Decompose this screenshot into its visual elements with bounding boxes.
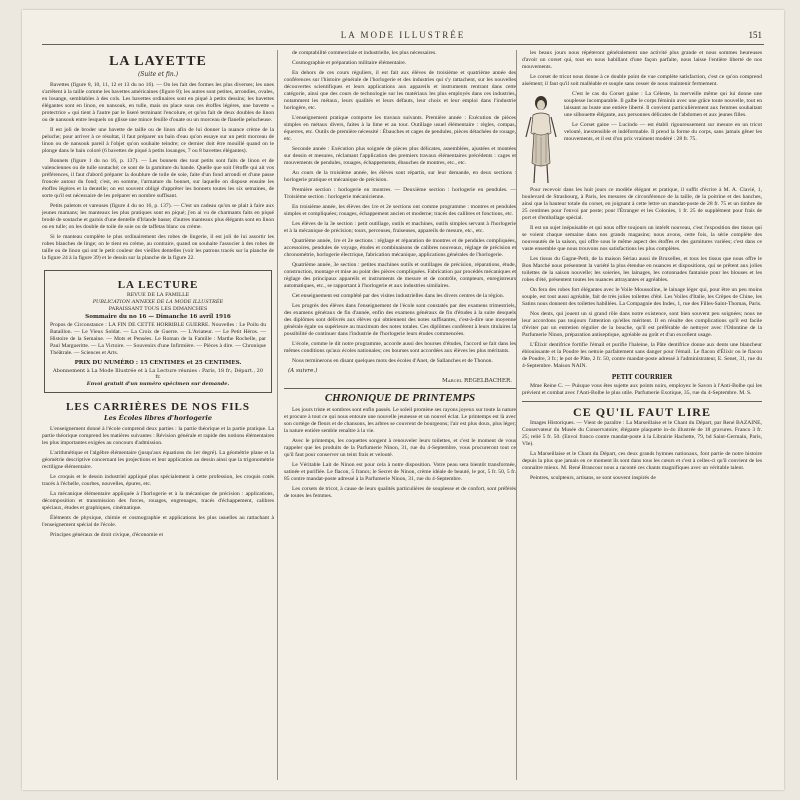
dents-para: L'Élixir dentifrice fortifie l'émail et purifie l'haleine, la Pâte dentifrice donne aux dents une blancheur éblouissante et la Poudre les nettoie parfaitement sans danger pour l'émail. Le flacon d'Élixir ou le flacon de Poudre, 3 fr.; le pot de Pâte, 2 fr. 50, contre mandat-poste adressé à l'administrateur, E. Senet, 31, rue du 4-Septembre. Maison NAIN. bbox=[522, 342, 762, 369]
column-3 bbox=[522, 50, 762, 780]
col2-para: En troisième année, les élèves des 1re et 2e sections ont comme programme : montres et pendules simples et compliquées; rouages, échappement ancien et moderne; tracés des calibres et fonctions, etc. bbox=[284, 204, 516, 217]
corset-para: Pour recevoir dans les huit jours ce modèle élégant et pratique, il suffit d'écrire à M. A. Clavié, 1, boulevard de Strasbourg, à Paris, les mesures de circonférence de la taille, de la poitrine et des hanches, ainsi que la hauteur totale du corset, en joignant à cette lettre un mandat-poste de 28 fr. 75 et un timbre de 25 centimes pour l'envoi par poste; pour l'Étranger et les Colonies, 1 fr. 25 de supplément pour frais de port et d'emballage spécial. bbox=[522, 187, 762, 221]
header-rule bbox=[42, 44, 764, 45]
col2-para: Nous terminerons en disant quelques mots des écoles d'Anet, de Sallanches et de Thonon. bbox=[292, 358, 493, 364]
lecture-body: Propos de Circonstance : LA FIN DE CETTE HORRIBLE GUERRE. Nouvelles : Le Poilu du Bataillon. — Le Vieux Soldat. — La Croix de Guerre. — L'Aviateur. — Le Petit Héros. — Histoire de la Semaine. — Mots et Pensées. Le Roman de la Famille : Marthe Rochelle, par Paul Margueritte. — La Victoire. — Souvenirs d'une Infirmière. — Pièces à dire. — Chronique Théâtrale. — Sciences et Arts. bbox=[50, 322, 266, 356]
cqfl-title: CE QU'IL FAUT LIRE bbox=[522, 401, 762, 420]
tissus-para: Il est un sujet inépuisable et qui nous offre toujours un intérêt nouveau, c'est l'exposition des tissus qui se voient chaque semaine dans nos grands magasins; nous avons, cette fois, la série complète des nouveautés de la saison, qui offre sous le même aspect des étoffes et des garnitures variées; c'est dans ce vaste ensemble que nous trouvons nos satisfactions les plus complètes. bbox=[522, 225, 762, 252]
col3-para: Le corset de tricot nous donne à ce double point de vue complète satisfaction, c'est ce qu'on comprend aisément; il faut qu'il soit malléable et souple sans cesser de nous maintenir fermement. bbox=[522, 74, 762, 87]
corset-illustration bbox=[522, 93, 560, 185]
page-number: 151 bbox=[748, 30, 762, 40]
a-suivre: (A suivre.) bbox=[288, 368, 318, 374]
newspaper-page bbox=[22, 10, 784, 790]
carrieres-title: LES CARRIÈRES DE NOS FILS bbox=[66, 401, 250, 413]
carrieres-subtitle: Les Écoles libres d'horlogerie bbox=[104, 414, 212, 422]
running-head: LA MODE ILLUSTRÉE bbox=[340, 30, 466, 40]
dents-para: Nos dents, qui jouent un si grand rôle dans notre existence, sont bien souvent peu soignées; nous ne leur accordons pas toujours l'attention qu'elles méritent. Il en résulte des complications qu'il est facile d'éviter par un entretien régulier de la bouche, qu'il est préférable de nettoyer avec l'Odontine de la Parfumerie Ninon, préparation antiseptique, agréable au goût et d'un excellent usage. bbox=[522, 311, 762, 338]
col2-para: L'enseignement pratique comporte les travaux suivants. Première année : Exécution de pièces simples en métaux divers, faites à la lime et au tour. Outillage usuel élémentaire : règles, compas, équerres, etc. Outils de première nécessité : Ébauches et cages de pendules, pièces détachées de rouage, etc. bbox=[284, 115, 516, 142]
col3-para: les beaux jours nous répéteront généralement une activité plus grande et nous sommes heureuses d'avoir un corset qui, tout en nous habillant d'une façon parfaite, nous laisse l'entière liberté de nos mouvements. bbox=[522, 50, 762, 70]
corset-para: C'est le cas du Corset gaine : La Céleste, la merveille même qui lui donne une souplesse incomparable. Il galbe le corps féminin avec une grâce toute nouvelle, tout en laissant au buste une entière liberté. Il convient particulièrement aux femmes souhaitant une silhouette élégante, aux personnes délicates de l'abdomen et aux jeunes filles. bbox=[564, 91, 762, 118]
col2-para: En dehors de ces cours réguliers, il est fait aux élèves de troisième et quatrième année des conférences sur l'histoire générale de l'horlogerie et des industries qui s'y rattachent, sur les nouvelles découvertes scientifiques et leurs applications aux appareils et instruments rentrant dans cette catégorie, ainsi que des cours de technologie sur les matériaux les plus employés dans ces industries, notamment les métaux, leurs qualités et leurs défauts, leur choix et leur emploi dans l'industrie horlogère, etc. bbox=[284, 70, 516, 111]
col2-para: Cosmographie et préparation militaire élémentaire. bbox=[292, 60, 407, 66]
lecture-price: PRIX DU NUMÉRO : 15 CENTIMES et 25 CENTIMES. bbox=[74, 360, 242, 366]
layette-title: LA LAYETTE bbox=[109, 54, 207, 69]
cqfl-para: Peintres, sculpteurs, artisans, se sont souvent inspirés de bbox=[530, 475, 656, 481]
chronique-para: Les jours triste et sombres sont enfin passés. Le soleil promène ses rayons joyeux sur toute la nature et procure à tout ce qui nous entoure une nouvelle jeunesse et un nouvel éclat. Le printemps est là avec son cortège de fleurs et de chansons, les arbres se couvrent de bourgeons; l'air est plus doux, plus léger; la nature entière semble renaître à la vie. bbox=[284, 407, 516, 434]
tissus-para: On fera des robes fort élégantes avec le Voile Moussoline, le lainage léger qui, pour être un peu moins souple, est tout aussi agréable, fait de très jolies toilettes d'été. Les Voiles d'Italie, les Crêpes de Chine, les Satins nous donnent des toilettes habillées. La Compagnie des Indes, 1, rue des Filles-Saint-Thomas, Paris. bbox=[522, 287, 762, 307]
author-signature: Marcel REGELBACHER. bbox=[442, 378, 512, 384]
col2-para: Quatrième année, 3e section : petites machines outils et outillages de précision, réparations, étude, construction, montage et mise au point des pièces compliquées. Fabrication par procédés mécaniques et réglage des principaux appareils et instruments de mesure et de contrôle, compteurs, enregistreurs automatiques, etc., se rapportant à l'horlogerie et aux industries similaires. bbox=[284, 262, 516, 289]
col2-para: Les progrès des élèves dans l'enseignement de l'école sont constatés par des examens trimestriels, des examens généraux de fin d'année, enfin des examens généraux de fin d'études à la suite desquels des diplômes sont délivrés aux élèves qui obtiennent des notes suffisantes, c'est-à-dire une moyenne générale égale ou supérieure au maximum des notes totales. Ces diplômes confèrent à leurs titulaires la possibilité de continuer dans l'industrie de l'horlogerie leurs études commencées. bbox=[284, 303, 516, 337]
column-1 bbox=[42, 50, 274, 780]
col2-para: Cet enseignement est complété par des visites industrielles dans les divers centres de la région. bbox=[292, 293, 505, 299]
corset-para: Le Corset gaine — Lucindo — est établi rigoureusement sur mesure en un tricot velouté, inextensible et indéformable. Il prend la forme du corps, sans jamais gêner les mouvements, et il est d'un prix vraiment modéré : 28 fr. 75. bbox=[564, 122, 762, 142]
layette-para: Il est joli de broder une bavette de taille ou de linon afin de lui donner la nuance crème de la peluche; pour arriver à ce résultat, il faut préparer un bain d'eau qu'on essaye sur un petit morceau de linon ou de nansouk pareil à l'objet qu'on souhaite teindre; ce dernier doit être mouillé quand on le plonge dans le bain coloré (6 bavettes de piqué à petits losanges, 7 ou 8 bavettes élégantes). bbox=[42, 127, 274, 154]
lecture-summary-label: Sommaire du no 16 — Dimanche 16 avril 1916 bbox=[85, 314, 231, 320]
col2-para: Seconde année : Exécution plus soignée de pièces plus délicates, assemblées, ajustées et montées sur dessin et mesures, réclamant l'application des premiers travaux élémentaires précédents : cages et mouvements de pendules, rouages, échappements, ébauches de montres, etc., etc. bbox=[284, 146, 516, 166]
layette-para: Si le manteau complète le plus ordinairement des robes de lingerie, il est joli de lui assortir les robes blanches de linge; on le tient en crème, au contraire, quand on souhaite l'associer à des robes de taille ou de linon qui ont le petit couleur des vieilles dentelles (voir les patrons tracés sur la planche de la figure 24 à la figure 39) et le dessin sur la planche de la figure 22. bbox=[42, 234, 274, 261]
layette-para: Bonnets (figure 1 du no 16, p. 137). — Les bonnets des tout petits sont faits de linon et de valenciennes ou de tulle soutaché; ce sont de la garniture du bande. Quelle que soit l'étoffe qui ait vos préférences, il faut d'abord préparer la doublure de toile de soie, faite d'un fond arrondi et d'une passe froncée autour du fond; c'est, en somme, l'armature du bonnet, sur laquelle on dispose ensuite les étoffes légères et la dentelle; on est souvent obligé d'apprêter les bonnets toutes les six semaines, de sorte qu'il est nécessaire de les préparer en nombre suffisant. bbox=[42, 158, 274, 199]
carrieres-para: L'enseignement donné à l'école comprend deux parties : la partie théorique et la partie pratique. La partie théorique comprend les matières suivantes : Révision générale et rapide des notions élémentaires les plus importantes exigées au concours d'admission. bbox=[42, 426, 274, 446]
petit-courrier-title: PETIT COURRIER bbox=[611, 374, 673, 381]
chronique-title: CHRONIQUE DE PRINTEMPS bbox=[284, 388, 516, 404]
col2-para: L'école, comme le dit notre programme, accorde aussi des bourses d'études, l'accord se fait dans les mêmes conditions qu'aux écoles nationales; ces bourses sont accordées aux élèves les plus méritants. bbox=[284, 341, 516, 354]
column-rule bbox=[277, 50, 278, 780]
chronique-para: Avec le printemps, les coquettes songent à renouveler leurs toilettes, et c'est le moment de vous rappeler que les produits de la Parfumerie Ninon, 31, rue du 4-Septembre, vous procureront tout ce qu'il faut pour conserver un teint frais et velouté. bbox=[284, 438, 516, 458]
carrieres-para: La mécanique élémentaire appliquée à l'horlogerie et à la mécanique de précision : applications, décomposition et transmission des forces, rouages, engrenages, tracés d'échappement, calibres spéciaux, études et graphiques, cinématique. bbox=[42, 491, 274, 511]
layette-para: Bavettes (figure 8, 10, 11, 12 et 13 du no 16). — On les fait des formes les plus diverses; les unes s'arrêtent à la taille comme les bavettes américaines (figure 8); les autres sont petites, arrondies, ovales, en losange, semblables à des cols. Les bavettes ordinaires sont en piqué à petits dessins; les bavettes élégantes sont en linon, en nansouk, en tulle, mais on place sous ces étoffes légères, une bavette « protectrice » qui tient à l'autre par le liseré terminant l'encolure, et qu'on fait de deux doubles de linon ou de nansouk entre lesquels on glisse une mince feuille d'ouate ou un morceau de flanelle pelucheuse. bbox=[42, 82, 274, 123]
lecture-specimen: Envoi gratuit d'un numéro spécimen sur demande. bbox=[86, 381, 230, 387]
cqfl-para: Images Historiques. — Vient de paraître : La Marseillaise et le Chant du Départ, par René BAZAINE, Conservateur du Musée du Conservatoire; élégante plaquette in-4o illustrée de 18 gravures. Franco 3 fr. 25; relié 5 fr. 50. (Envoi franco contre mandat-poste à la Librairie Hachette, 79, bd Saint-Germain, Paris, VIe). bbox=[522, 420, 762, 447]
col2-para: Au cours de la troisième année, les élèves sont répartis, sur leur demande, en deux sections : horlogerie pratique et mécanique de précision. bbox=[284, 170, 516, 183]
col2-para: Les élèves de la 3e section : petit outillage, outils et machines, outils simples servant à l'horlogerie et à la mécanique de précision; tours, perceuses, fraiseuses, appareils de mesure, etc., etc. bbox=[284, 221, 516, 234]
carrieres-para: Le croquis et le dessin industriel appliqué plus spécialement à cette profession, les croquis cotés tracés à l'échelle, courbes, nouvelles, épures, etc. bbox=[42, 474, 274, 487]
layette-subtitle: (Suite et fin.) bbox=[137, 71, 179, 78]
carrieres-para: L'arithmétique et l'algèbre élémentaire (jusqu'aux équations du 1er degré). La géométrie plane et la géométrie descriptive concernant les projections et leur application au dessin ainsi que la trigonométrie rectiligne élémentaire. bbox=[42, 450, 274, 470]
lecture-subscription: Abonnement à La Mode Illustrée et à La Lecture réunies : Paris, 18 fr.; Départ., 20 fr. bbox=[52, 368, 264, 380]
lecture-box bbox=[44, 270, 272, 393]
column-2 bbox=[284, 50, 516, 780]
chronique-para: Le Véritable Lait de Ninon est pour cela à notre disposition. Votre peau sera bientôt transformée, satinée et purifiée. Le flacon, 5 francs; le Secret de Ninon, crème idéale de beauté, le pot, 5 fr. 50, 5 fr. 85 contre mandat-poste adressé à la Parfumerie Ninon, 31, rue du 4-Septembre. bbox=[284, 462, 516, 482]
chronique-para: Les corsets de tricot, à cause de leurs qualités particulières de souplesse et de confort, sont préférés de toutes les femmes. bbox=[284, 486, 516, 499]
tissus-para: Les tissus du Gagne-Petit, de la maison Sériau aussi de Bruxelles, et tous les tissus que nous offre le Bon Marché nous présentent la variété la plus étendue en nuances et dispositions, qui se prêtent aux jolies toilettes de la saison nouvelle; les soieries, les lainages, les cotonnades fantaisie pour les blouses et les robes d'été, présentent toutes les nuances attrayantes et agréables. bbox=[522, 256, 762, 283]
lecture-line: PUBLICATION ANNEXE DE LA MODE ILLUSTRÉE bbox=[92, 299, 224, 305]
carrieres-para: Éléments de physique, chimie et cosmographie et applications les plus usuelles au rattachant à l'enseignement spécial de l'école. bbox=[42, 515, 274, 528]
carrieres-para: Principes généraux de droit civique, d'économie et bbox=[50, 532, 164, 538]
column-rule bbox=[516, 50, 517, 780]
lecture-line: PARAISSANT TOUS LES DIMANCHES bbox=[108, 306, 208, 312]
col2-para: Quatrième année, 1re et 2e sections : réglage et réparation de montres et de pendules compliquées, accessoires, pendules de voyage, études et combinaisons de calibres nouveaux, réglage de précision et chronométrie, horlogerie électrique, fabrication mécanique, applications générales de l'horlogerie. bbox=[284, 238, 516, 258]
petit-courrier-text: Mme Reine C. — Puisque vous êtes sujette aux points noirs, employez le Savon à l'Anti-Bolbe qui les prévient et combat avec l'Anti-Bolbe le plus utile. Parfumerie Exotique, 35, rue du 4-Septembre. M. S. bbox=[522, 383, 762, 396]
corset-figure-drawing bbox=[522, 93, 560, 185]
layette-para: Petits paletots et vareuses (figure 4 du no 16, p. 137). — C'est un cadeau qu'on se plait à faire aux jeunes mamans; les manteaux les plus pratiques sont en piqué; j'en ai vu de charmants faits en piqué brodé de soutache et garnis d'une dentelle d'Irlande basse; d'autres manteaux plus élégants sont en linon ou en tulle; on les double de toile de soie ou de taffetas blanc ou crème. bbox=[42, 203, 274, 230]
col2-para: de comptabilité commerciale et industrielle, les plus nécessaires. bbox=[292, 50, 437, 56]
col2-para: Première section : horlogerie en montres. — Deuxième section : horlogerie en pendules. — Troisième section : horlogerie mécanicienne. bbox=[284, 187, 516, 200]
lecture-title: LA LECTURE bbox=[117, 279, 199, 291]
lecture-line: REVUE DE LA FAMILLE bbox=[126, 292, 190, 298]
cqfl-para: La Marseillaise et le Chant du Départ, ces deux grands hymnes nationaux, font partie de notre histoire depuis la plus que jamais en ce moment ils sont dans tous les cœurs et c'est à celles-ci qu'il convient de les connaître mieux. M. René Brancour nous a raconté ces chants magnifiques avec un véritable talent. bbox=[522, 451, 762, 471]
